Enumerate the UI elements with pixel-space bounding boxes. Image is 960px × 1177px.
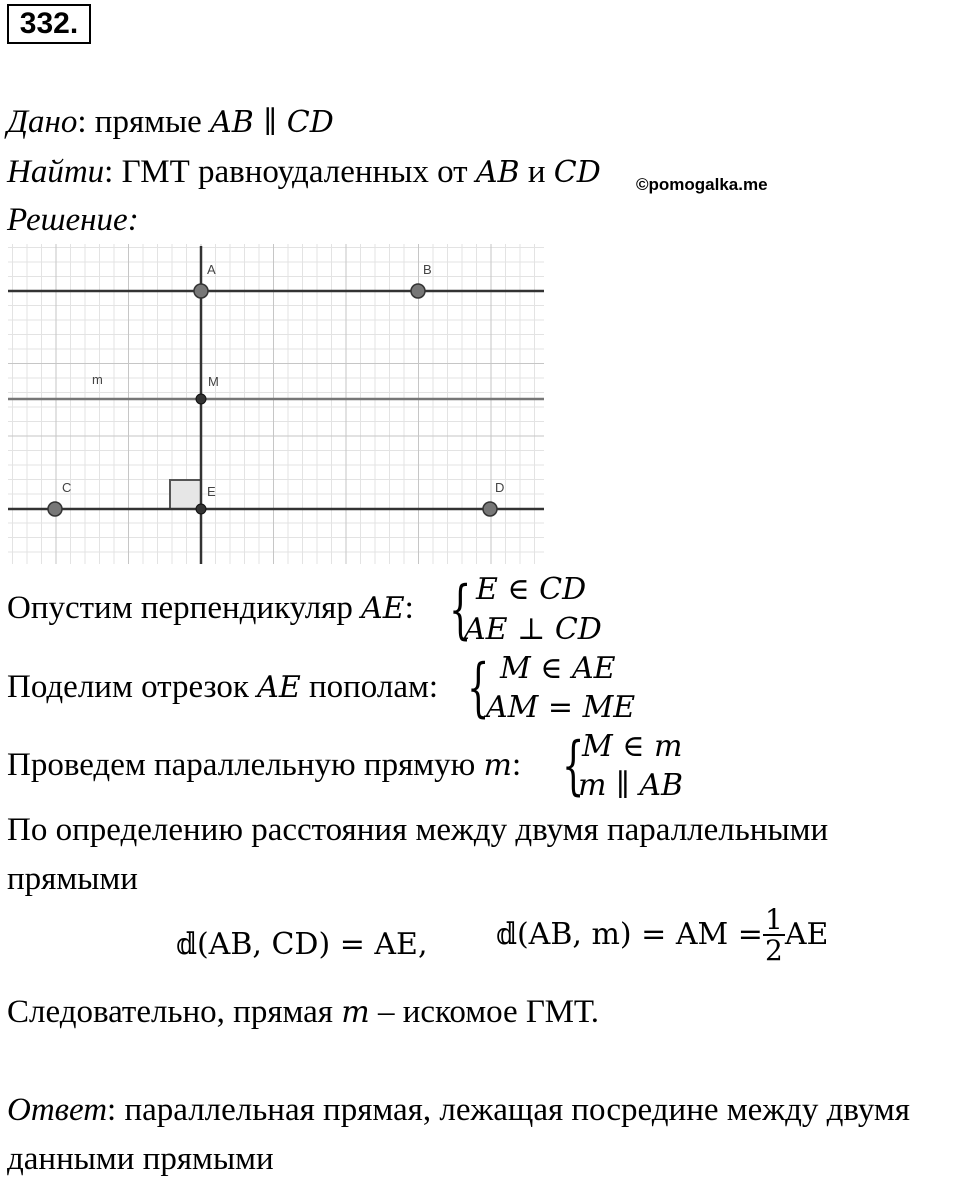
find-line [7, 156, 601, 189]
step-2-label: Поделим отрезок [7, 669, 258, 705]
step-3-text [7, 749, 521, 782]
point-c [48, 502, 62, 516]
definition-line-1: По определению расстояния между двумя параллельными [7, 812, 829, 848]
step-1-line-2: AE ⊥ CD [464, 612, 602, 647]
label-line-m: m [92, 372, 103, 387]
step-3-var: m [483, 748, 512, 783]
find-text: : ГМТ равноудаленных от [104, 154, 476, 190]
label-e: E [207, 484, 216, 499]
label-d: D [495, 480, 505, 495]
point-m [196, 394, 206, 404]
fraction-denominator: 2 [764, 934, 783, 968]
given-line [7, 106, 334, 139]
step-3-line-2: m ∥ AB [578, 768, 684, 803]
formula-distance-ab-cd: 𝕕(AB, CD) = AE, [176, 927, 428, 962]
step-2-var: AE [257, 670, 301, 705]
label-c: C [62, 480, 72, 495]
conclusion-start: Следовательно, прямая [7, 994, 342, 1030]
given-text: : прямые [77, 104, 211, 140]
right-angle-mark [170, 480, 201, 509]
step-1-line-1: E ∈ CD [476, 572, 587, 607]
conclusion-var: m [341, 995, 370, 1030]
fraction-numerator: 1 [764, 903, 783, 936]
find-cd: CD [553, 155, 601, 190]
step-3-line-1: M ∈ m [582, 729, 683, 764]
fraction-one-half [763, 905, 785, 966]
answer-label: Ответ [7, 1092, 108, 1128]
find-label: Найти [7, 154, 105, 190]
answer-line-2: данными прямыми [7, 1141, 274, 1177]
given-expr: AB ∥ CD [210, 105, 334, 140]
answer-text-1: : параллельная прямая, лежащая посредине между двумя [107, 1092, 910, 1128]
label-m: M [208, 374, 219, 389]
step-1-var: AE [361, 591, 405, 626]
label-a: A [207, 262, 216, 277]
given-label: Дано [7, 104, 78, 140]
conclusion-line [7, 996, 599, 1029]
step-2-tail: пополам: [300, 669, 439, 705]
problem-number: 332. [7, 4, 91, 44]
find-ab: AB [475, 155, 520, 190]
step-1-text [7, 592, 414, 625]
label-b: B [423, 262, 432, 277]
step-2-text [7, 671, 438, 704]
step-3-label: Проведем параллельную прямую [7, 747, 484, 783]
watermark: ©pomogalka.me [636, 175, 768, 194]
formula-right-end: AE [784, 917, 829, 953]
step-3-colon: : [512, 747, 522, 783]
formula-right-start: 𝕕(AB, m) = AM = [496, 917, 763, 953]
step-3-brace: { [562, 729, 585, 803]
step-1-colon: : [404, 590, 414, 626]
conclusion-end: – искомое ГМТ. [369, 994, 600, 1030]
step-2-line-2: AM = ME [486, 690, 636, 725]
formula-distance-ab-m [496, 905, 828, 966]
point-d [483, 502, 497, 516]
find-conj: и [519, 154, 554, 190]
answer-line-1 [7, 1094, 910, 1127]
step-1-brace: { [449, 573, 472, 647]
step-1-label: Опустим перпендикуляр [7, 590, 362, 626]
definition-line-2: прямыми [7, 861, 138, 897]
solution-label: Решение: [7, 202, 139, 238]
point-a [194, 284, 208, 298]
point-b [411, 284, 425, 298]
geometry-diagram [0, 240, 548, 566]
step-2-line-1: M ∈ AE [500, 651, 616, 686]
step-2-brace: { [467, 651, 490, 725]
point-e [196, 504, 206, 514]
